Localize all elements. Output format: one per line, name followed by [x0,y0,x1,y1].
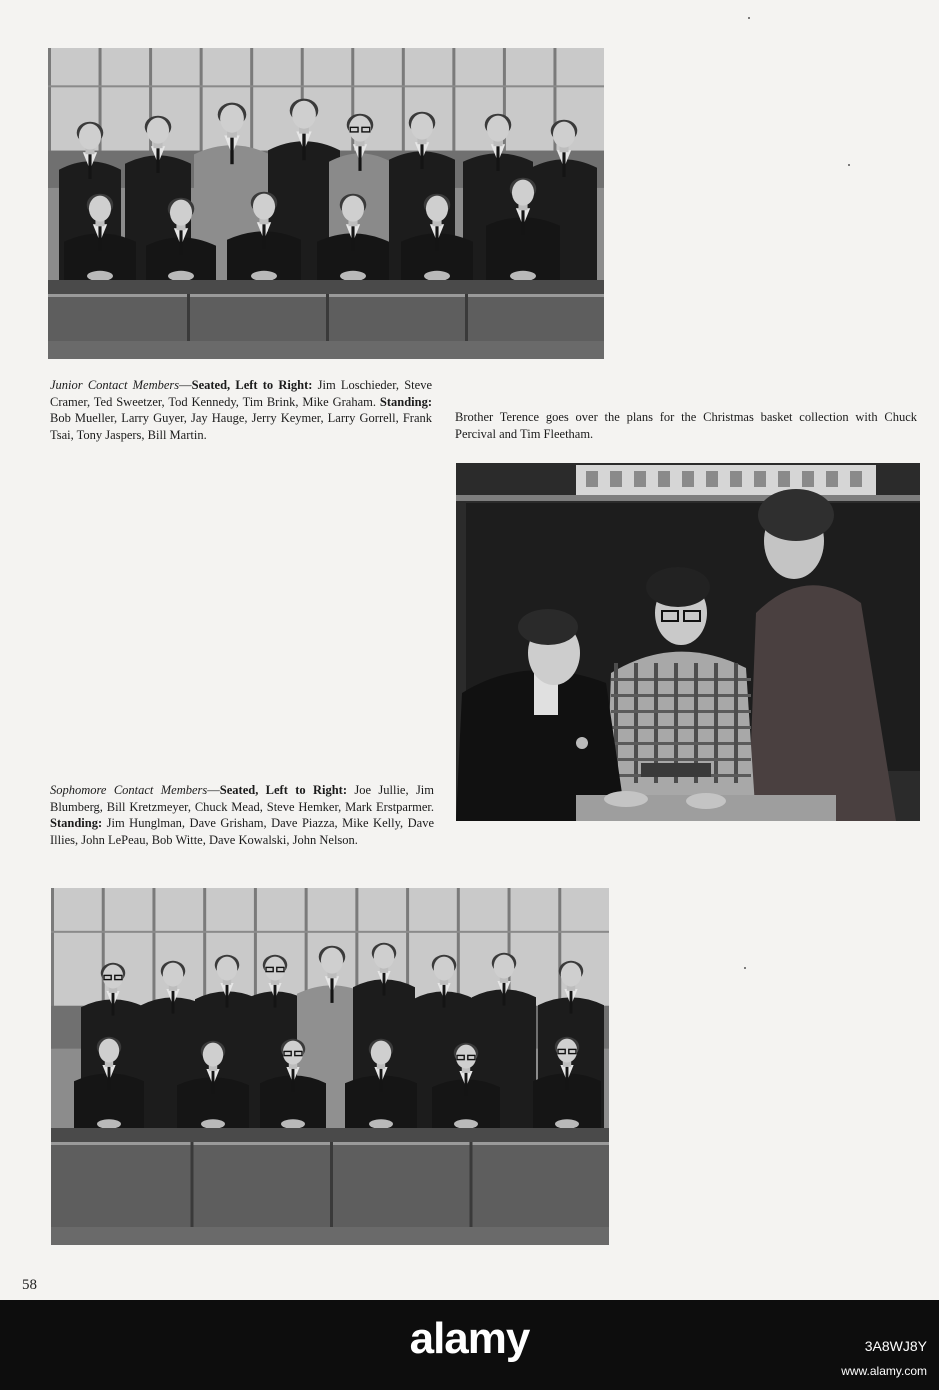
person-hands [97,1119,121,1129]
plaid-stripe [611,710,751,713]
poster-figure [586,471,598,487]
person-tie [435,226,438,251]
plaid-stripe [714,663,718,783]
floor [48,341,604,359]
person-tie [156,148,159,173]
person-face [103,965,123,989]
person-tie [496,146,499,171]
person-face [89,196,111,222]
poster-figure [658,471,670,487]
person-tie [358,146,361,171]
person-face [561,963,581,987]
dust-speck [744,967,746,969]
person-face [292,101,316,129]
person-hands [281,1119,305,1129]
person-hands [555,1119,579,1129]
sophomore-dash: — [207,783,220,797]
plaid-stripe [611,678,751,681]
person-face [283,1041,303,1065]
person-tie [230,138,233,165]
person-face [170,200,192,226]
person-face [434,957,454,981]
person-tie [503,983,506,1006]
person-tie [330,978,333,1003]
window-area [48,48,604,151]
alamy-logo: alamy [409,1314,530,1363]
chalkboard-frame [456,495,920,501]
person-hands [424,271,450,281]
person-tie [108,1067,111,1090]
person-face [349,116,371,142]
person-face [220,105,244,133]
floor [51,1227,609,1245]
person-face [203,1043,223,1067]
person-tie [380,1069,383,1092]
poster-figure [778,471,790,487]
person-hands [369,1119,393,1129]
brother-terence-pin [576,737,588,749]
hands [686,793,726,809]
poster-figure [706,471,718,487]
poster-figure [634,471,646,487]
person-face [371,1041,391,1065]
student-middle-belt [641,763,711,777]
person-face [163,963,183,987]
junior-group-photo [48,48,604,359]
person-face [342,196,364,222]
person-face [217,957,237,981]
person-face [265,957,285,981]
sophomore-seated-label: Seated, Left to Right: [219,783,348,797]
person-face [456,1045,476,1069]
person-face [253,194,275,220]
person-face [494,955,514,979]
sophomore-caption [50,782,434,848]
person-tie [570,991,573,1014]
student-right-hair [758,489,834,541]
student-middle-hair [646,567,710,607]
person-tie [292,1069,295,1092]
person-hands [168,271,194,281]
stock-watermark-footer [0,1300,939,1390]
poster-figure [802,471,814,487]
poster-figure [826,471,838,487]
person-hands [201,1119,225,1129]
table-top [51,1128,609,1142]
person-tie [302,134,305,161]
sophomore-standing-label: Standing: [50,816,103,830]
person-hands [87,271,113,281]
person-face [553,122,575,148]
sophomore-group-photo [51,888,609,1245]
person-face [557,1039,577,1063]
person-face [321,948,343,974]
person-tie [179,230,182,255]
person-tie [383,973,386,996]
person-tie [262,224,265,249]
person-face [99,1039,119,1063]
person-face [79,124,101,150]
person-face [487,116,509,142]
person-face [411,114,433,140]
brother-terence-text: Brother Terence goes over the plans for the Christmas basket collection with Chuck Percival and Tim Fleetham. [455,410,917,441]
brother-terence-caption [455,409,917,442]
poster-figure [754,471,766,487]
dust-speck [748,17,750,19]
window-rail [51,931,609,933]
plaid-stripe [634,663,638,783]
hands [604,791,648,807]
person-tie [562,152,565,177]
person-face [374,945,394,969]
plaid-stripe [611,758,751,761]
plaid-stripe [611,742,751,745]
junior-group-title: Junior Contact Members [50,378,180,392]
person-tie [521,210,524,235]
junior-standing-label: Standing: [379,394,432,409]
junior-seated-names: Jim Loschieder, Steve Cramer, Ted Sweetzer, Tod Kennedy, Tim Brink, Mike Graham. [50,378,432,409]
junior-standing-names: Bob Mueller, Larry Guyer, Jay Hauge, Jerry Keymer, Larry Gorrell, Frank Tsai, Tony Jaspers, Bill Martin. [50,411,432,442]
person-hands [251,271,277,281]
sophomore-group-title: Sophomore Contact Members [50,783,208,797]
person-hands [454,1119,478,1129]
plaid-stripe [734,663,738,783]
person-face [147,118,169,144]
person-tie [172,991,175,1014]
poster-figure [610,471,622,487]
plaid-stripe [611,694,751,697]
sophomore-standing-names: Jim Hunglman, Dave Grisham, Dave Piazza, Mike Kelly, Dave Illies, John LePeau, Bob Witte, Dave Kowalski, John Nelson. [50,816,435,847]
junior-dash: — [179,378,192,392]
person-tie [226,985,229,1008]
dust-speck [848,164,850,166]
person-tie [420,144,423,169]
person-tie [112,993,115,1016]
person-hands [340,271,366,281]
junior-caption [50,377,432,443]
brother-terence-hair [518,609,578,645]
sophomore-seated-names: Joe Jullie, Jim Blumberg, Bill Kretzmeyer, Chuck Mead, Steve Hemker, Mark Erstparmer. [50,783,434,814]
page-number: 58 [22,1277,37,1293]
person-tie [465,1073,468,1096]
brother-terence-photo [456,463,920,821]
person-tie [98,226,101,251]
footer-url: www.alamy.com [841,1364,927,1378]
person-tie [274,985,277,1008]
person-tie [351,226,354,251]
person-face [512,180,534,206]
plaid-stripe [611,726,751,729]
window-rail [48,85,604,87]
poster-figure [682,471,694,487]
person-hands [510,271,536,281]
junior-seated-label: Seated, Left to Right: [191,378,313,392]
person-tie [88,154,91,179]
person-tie [566,1067,569,1090]
image-id: 3A8WJ8Y [864,1338,927,1354]
poster-figure [850,471,862,487]
person-tie [443,985,446,1008]
poster-figure [730,471,742,487]
table-top [48,280,604,294]
person-tie [212,1071,215,1094]
person-face [426,196,448,222]
